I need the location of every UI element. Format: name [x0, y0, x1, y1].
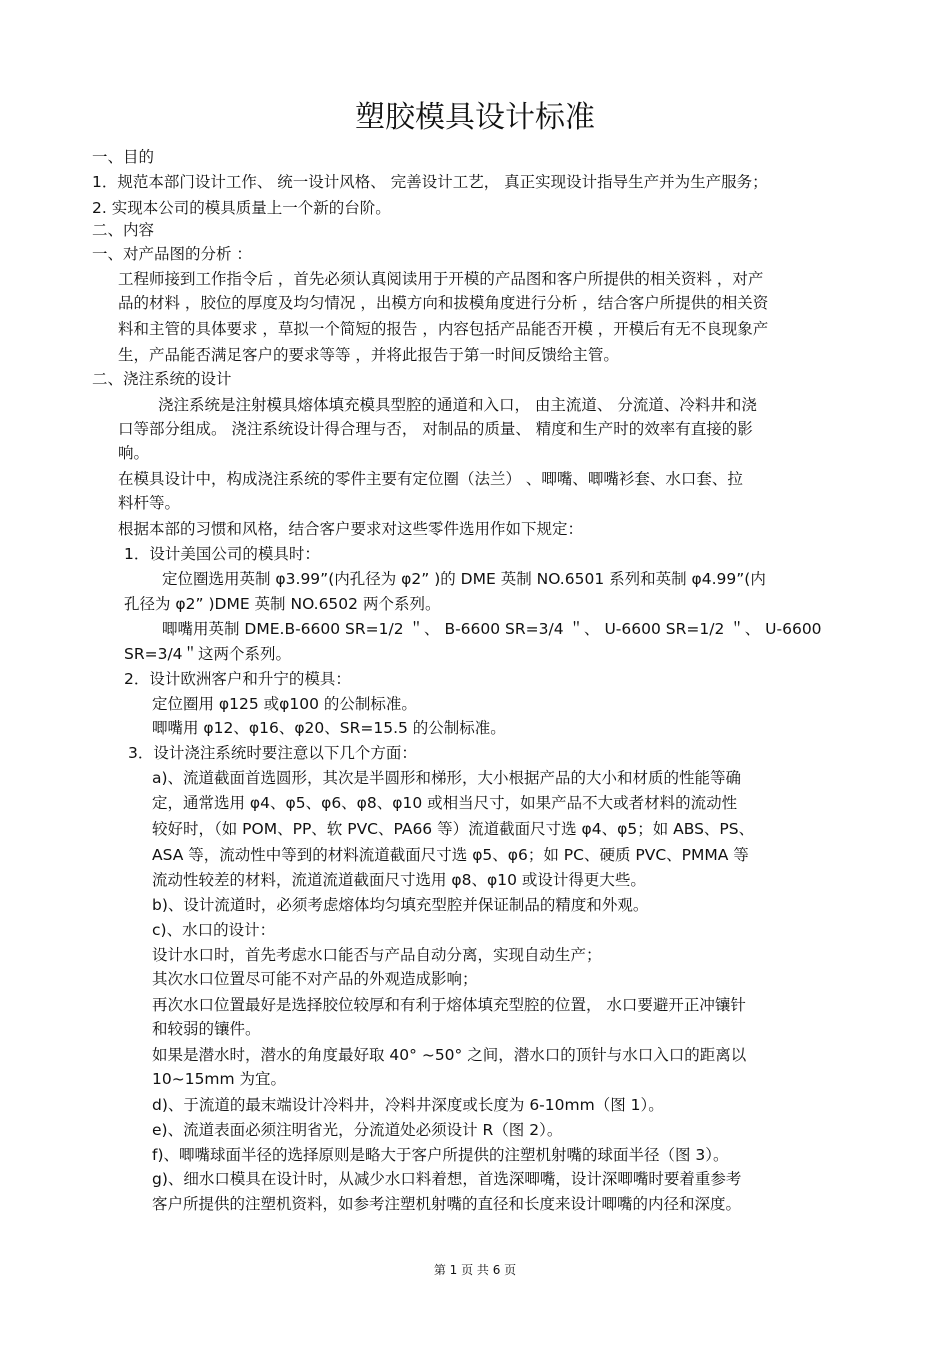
text-line: 料杆等。	[118, 494, 181, 512]
text-line: 品的材料 ，胶位的厚度及均匀情况 ，出模方向和拔模角度进行分析 ，结合客户所提供的相关资	[118, 294, 769, 312]
text-line: 料和主管的具体要求 ，草拟一个简短的报告 ，内容包括产品能否开模 ，开模后有无不良现象产	[118, 320, 769, 338]
text-line: 1．规范本部门设计工作、 统一设计风格、 完善设计工艺， 真正实现设计指导生产并为生产服务；	[92, 173, 768, 191]
text-line: 定位圈选用英制 φ3.99”(内孔径为 φ2” )的 DME 英制 NO.6501 系列和英制 φ4.99”(内	[162, 570, 766, 588]
text-line: a)、流道截面首选圆形，其次是半圆形和梯形，大小根据产品的大小和材质的性能等确	[152, 769, 742, 787]
text-line: SR=3/4＂这两个系列。	[124, 645, 292, 663]
text-line: 二、浇注系统的设计	[92, 370, 232, 388]
text-line: f)、唧嘴球面半径的选择原则是略大于客户所提供的注塑机射嘴的球面半径（图 3）。	[152, 1146, 729, 1164]
text-line: 口等部分组成。 浇注系统设计得合理与否， 对制品的质量、 精度和生产时的效率有直接的影	[118, 420, 753, 438]
text-line: b)、设计流道时，必须考虑熔体均匀填充型腔并保证制品的精度和外观。	[152, 896, 649, 914]
text-line: ASA 等，流动性中等到的材料流道截面尺寸选 φ5、φ6；如 PC、硬质 PVC、PMMA 等	[152, 846, 749, 864]
text-line: 较好时，（如 POM、PP、软 PVC、PA66 等）流道截面尺寸选 φ4、φ5；如 ABS、PS、	[152, 820, 755, 838]
text-line: 工程师接到工作指令后 ，首先必须认真阅读用于开模的产品图和客户所提供的相关资料 ，对产	[118, 270, 764, 288]
text-line: 孔径为 φ2” )DME 英制 NO.6502 两个系列。	[124, 595, 441, 613]
text-line: 3．设计浇注系统时要注意以下几个方面：	[128, 744, 417, 762]
text-line: 1．设计美国公司的模具时：	[124, 545, 320, 563]
text-line: 浇注系统是注射模具熔体填充模具型腔的通道和入口， 由主流道、 分流道、冷料井和浇	[158, 396, 757, 414]
text-line: 唧嘴用英制 DME.B-6600 SR=1/2 ＂、 B-6600 SR=3/4 ＂、 U-6600 SR=1/2 ＂、 U-6600	[162, 620, 822, 638]
text-line: 唧嘴用 φ12、φ16、φ20、SR=15.5 的公制标准。	[152, 719, 506, 737]
text-line: g)、细水口模具在设计时，从减少水口料着想，首选深唧嘴，设计深唧嘴时要着重参考	[152, 1170, 742, 1188]
text-line: 2. 实现本公司的模具质量上一个新的台阶。	[92, 199, 391, 217]
text-line: 流动性较差的材料，流道流道截面尺寸选用 φ8、φ10 或设计得更大些。	[152, 871, 646, 889]
text-line: 生，产品能否满足客户的要求等等 ，并将此报告于第一时间反馈给主管。	[118, 346, 619, 364]
text-line: 和较弱的镶件。	[152, 1020, 261, 1038]
text-line: 一、对产品图的分析 ：	[92, 245, 252, 263]
text-line: 响。	[118, 444, 150, 462]
text-line: 定位圈用 φ125 或φ100 的公制标准。	[152, 695, 417, 713]
document-title: 塑胶模具设计标准	[355, 100, 595, 135]
text-line: e)、流道表面必须注明省光，分流道处必须设计 R（图 2）。	[152, 1121, 563, 1139]
text-line: 根据本部的习惯和风格，结合客户要求对这些零件选用作如下规定：	[118, 520, 584, 538]
text-line: 客户所提供的注塑机资料，如参考注塑机射嘴的直径和长度来设计唧嘴的内径和深度。	[152, 1195, 742, 1213]
text-line: 2．设计欧洲客户和升宁的模具：	[124, 670, 351, 688]
text-line: 10~15mm 为宜。	[152, 1070, 287, 1088]
text-line: 设计水口时，首先考虑水口能否与产品自动分离，实现自动生产；	[152, 946, 602, 964]
text-line: d)、于流道的最末端设计冷料井，冷料井深度或长度为 6-10mm（图 1）。	[152, 1096, 664, 1114]
text-line: 如果是潜水时，潜水的角度最好取 40° ~50° 之间，潜水口的顶针与水口入口的距离以	[152, 1046, 747, 1064]
text-line: 其次水口位置尽可能不对产品的外观造成影响；	[152, 970, 478, 988]
text-line: c)、水口的设计：	[152, 921, 276, 939]
text-line: 再次水口位置最好是选择胶位较厚和有利于熔体填充型腔的位置， 水口要避开正冲镶针	[152, 996, 746, 1014]
page-footer: 第 1 页 共 6 页	[433, 1263, 517, 1277]
text-line: 一、目的	[92, 148, 155, 166]
text-line: 在模具设计中，构成浇注系统的零件主要有定位圈（法兰） 、唧嘴、唧嘴衫套、水口套、拉	[118, 470, 743, 488]
text-line: 定，通常选用 φ4、φ5、φ6、φ8、φ10 或相当尺寸，如果产品不大或者材料的流动性	[152, 794, 738, 812]
text-line: 二、内容	[92, 221, 155, 239]
